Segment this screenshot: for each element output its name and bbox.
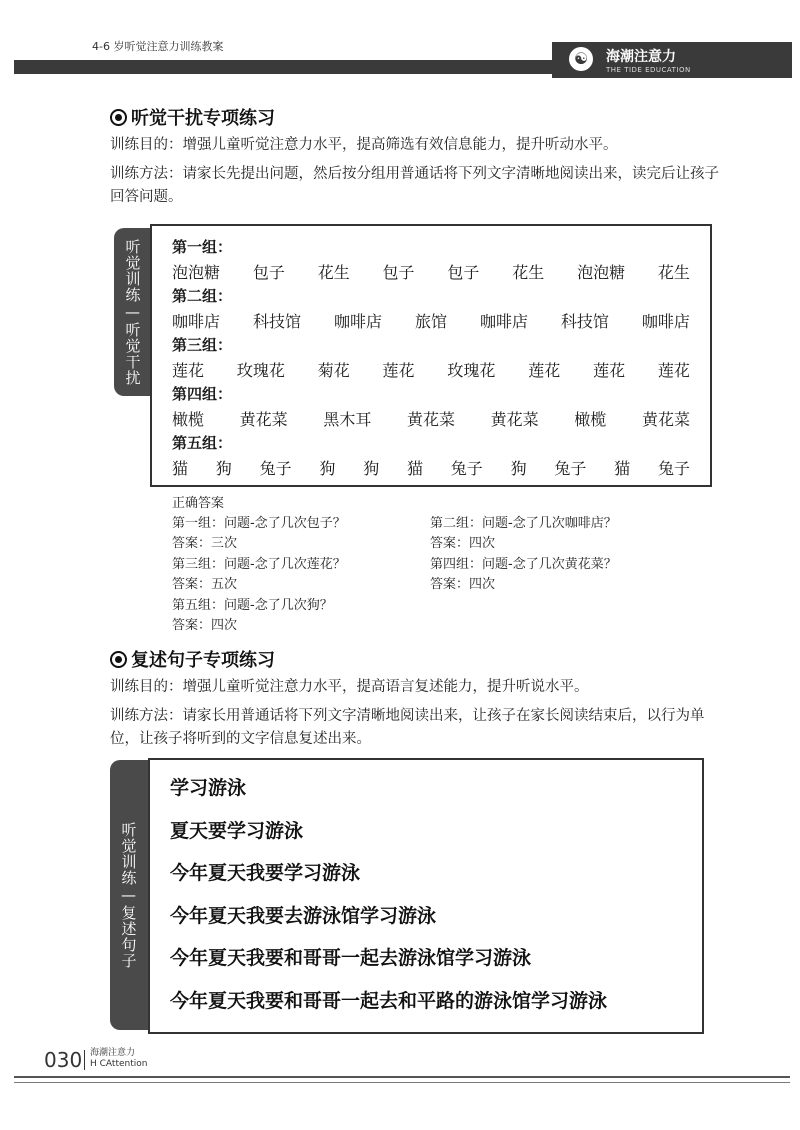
word: 科技馆 (560, 312, 609, 331)
word-row (172, 358, 710, 381)
group-5 (172, 432, 710, 479)
footer-separator (84, 1050, 85, 1070)
section2-method: 训练方法：请家长用普通话将下列文字清晰地阅读出来，让孩子在家长阅读结束后，以行为单位，让孩子将听到的文字信息复述出来。 (110, 708, 705, 747)
section1-exercise-box (150, 224, 712, 487)
section2-title (110, 646, 275, 672)
word: 黄花菜 (641, 410, 690, 429)
word: 菊花 (317, 361, 350, 380)
group-label: 第一组： (172, 238, 233, 256)
word: 咖啡店 (172, 312, 221, 331)
answer-2 (430, 514, 617, 554)
word: 橄榄 (574, 410, 607, 429)
section1-title-text: 听觉干扰专项练习 (131, 108, 275, 129)
answer-3 (172, 555, 346, 595)
word: 猫 (614, 459, 631, 478)
footer-rule (14, 1082, 790, 1083)
group-1 (172, 236, 710, 283)
word: 咖啡店 (479, 312, 528, 331)
page-number: 030 (44, 1048, 83, 1072)
group-label: 第五组： (172, 434, 233, 452)
word: 旅馆 (414, 312, 447, 331)
word: 咖啡店 (333, 312, 382, 331)
group-label: 第二组： (172, 287, 233, 305)
footer-brand (90, 1048, 147, 1070)
header-title: 4-6 岁听觉注意力训练教案 (92, 40, 224, 53)
word: 橄榄 (172, 410, 205, 429)
answer-4 (430, 555, 617, 595)
word: 黑木耳 (323, 410, 372, 429)
sentence-line: 今年夏天我要学习游泳 (170, 862, 361, 884)
word: 包子 (447, 263, 480, 282)
word-row (172, 456, 710, 479)
word: 兔子 (450, 459, 483, 478)
word-row (172, 260, 710, 283)
word: 泡泡糖 (172, 263, 221, 282)
header-brand: 海潮注意力 (606, 49, 676, 65)
answers-title: 正确答案 (172, 496, 225, 511)
footer-rule (14, 1076, 790, 1078)
word: 花生 (317, 263, 350, 282)
answer-question: 第二组：问题-念了几次咖啡店？ (430, 516, 617, 531)
answer-1 (172, 514, 346, 554)
answer-value: 答案：五次 (172, 577, 238, 592)
word: 莲花 (382, 361, 415, 380)
group-2 (172, 285, 710, 332)
bullet-circle-icon (110, 651, 127, 668)
word: 黄花菜 (406, 410, 455, 429)
word: 玫瑰花 (236, 361, 285, 380)
word: 莲花 (593, 361, 626, 380)
word: 莲花 (528, 361, 561, 380)
section2-title-text: 复述句子专项练习 (131, 650, 275, 671)
word: 兔子 (657, 459, 690, 478)
word: 花生 (512, 263, 545, 282)
sentence-line: 今年夏天我要和哥哥一起去和平路的游泳馆学习游泳 (170, 989, 608, 1012)
section1-title (110, 104, 275, 130)
brand-logo-icon: ☯ (569, 47, 593, 71)
word: 包子 (252, 263, 285, 282)
word: 狗 (215, 459, 232, 478)
word: 狗 (510, 459, 527, 478)
answer-value: 答案：四次 (172, 618, 238, 633)
bullet-circle-icon (110, 109, 127, 126)
section2-purpose: 训练目的：增强儿童听觉注意力水平，提高语言复述能力，提升听说水平。 (110, 679, 589, 695)
answer-value: 答案：四次 (430, 577, 496, 592)
section1-method: 训练方法：请家长先提出问题，然后按分组用普通话将下列文字清晰地阅读出来，读完后让孩子回答问题。 (110, 166, 719, 205)
footer-brand-en: H CAttention (90, 1059, 148, 1069)
group-4 (172, 383, 710, 430)
section2-tab: 听觉训练—复述句子 (110, 760, 148, 1030)
word-row (172, 309, 710, 332)
section1-purpose: 训练目的：增强儿童听觉注意力水平，提高筛选有效信息能力，提升听动水平。 (110, 137, 618, 153)
word: 猫 (406, 459, 423, 478)
answer-question: 第一组：问题-念了几次包子？ (172, 516, 346, 531)
answer-value: 答案：三次 (172, 536, 238, 551)
word: 兔子 (259, 459, 292, 478)
answer-question: 第五组：问题-念了几次狗？ (172, 598, 333, 613)
answer-question: 第三组：问题-念了几次莲花？ (172, 557, 346, 572)
word: 包子 (382, 263, 415, 282)
section1-tab: 听觉训练—听觉干扰 (114, 228, 152, 396)
word-row (172, 407, 710, 430)
word: 黄花菜 (490, 410, 539, 429)
sentence-line: 今年夏天我要和哥哥一起去游泳馆学习游泳 (170, 947, 532, 969)
answer-value: 答案：四次 (430, 536, 496, 551)
word: 莲花 (172, 361, 205, 380)
word: 玫瑰花 (447, 361, 496, 380)
word: 狗 (319, 459, 336, 478)
sentence-line: 学习游泳 (170, 777, 247, 799)
word: 咖啡店 (641, 312, 690, 331)
word: 猫 (172, 459, 189, 478)
word: 科技馆 (252, 312, 301, 331)
footer-brand-cn: 海潮注意力 (90, 1048, 136, 1058)
section2-exercise-box (148, 758, 704, 1034)
word: 兔子 (554, 459, 587, 478)
word: 花生 (657, 263, 690, 282)
group-label: 第四组： (172, 385, 233, 403)
group-3 (172, 334, 710, 381)
group-label: 第三组： (172, 336, 233, 354)
word: 狗 (363, 459, 380, 478)
answer-question: 第四组：问题-念了几次黄花菜？ (430, 557, 617, 572)
sentence-line: 今年夏天我要去游泳馆学习游泳 (170, 904, 437, 927)
word: 泡泡糖 (577, 263, 626, 282)
word: 莲花 (657, 361, 690, 380)
answer-5 (172, 596, 333, 636)
sentence-line: 夏天要学习游泳 (170, 819, 304, 842)
word: 黄花菜 (239, 410, 288, 429)
header-brand-en: THE TIDE EDUCATION (606, 66, 691, 74)
